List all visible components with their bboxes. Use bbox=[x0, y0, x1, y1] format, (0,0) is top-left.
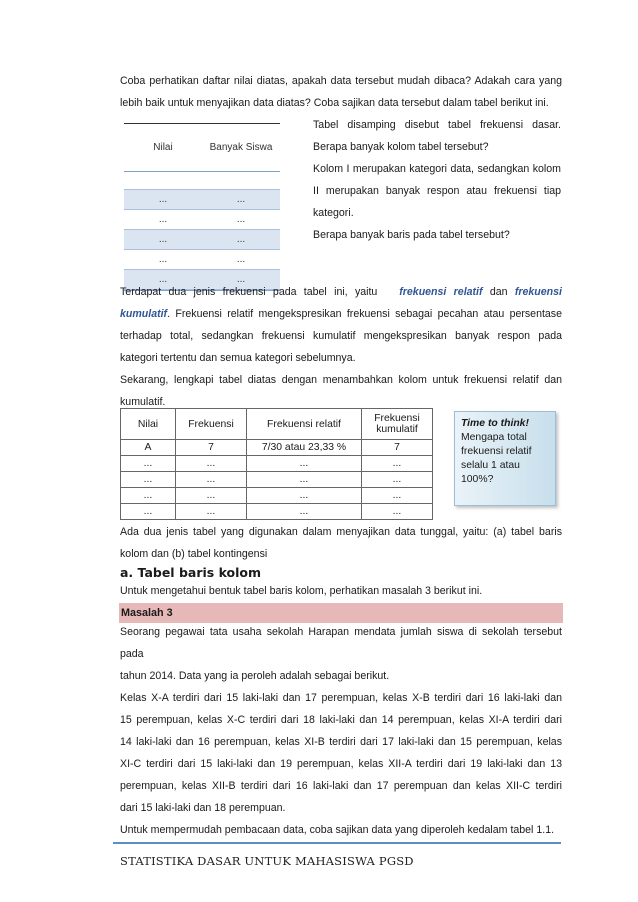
table-cell: ... bbox=[176, 456, 247, 472]
term-frekuensi-relatif: frekuensi relatif bbox=[399, 286, 483, 298]
table-cell: ... bbox=[121, 504, 176, 520]
table-cell: ... bbox=[176, 504, 247, 520]
table-cell: ... bbox=[247, 456, 362, 472]
term-frekuensi: frekuensi bbox=[514, 286, 562, 298]
table-cell: ... bbox=[236, 254, 246, 265]
intro-line-2: lebih baik untuk menyajikan data diatas? Coba sajikan data tersebut dalam tabel berikut ini. bbox=[120, 97, 549, 109]
table-cell: 7/30 atau 23,33 % bbox=[247, 440, 362, 456]
table-cell: ... bbox=[247, 504, 362, 520]
freq-line-4: kategori tertentu dan semua kategori sebelumnya. bbox=[120, 352, 356, 364]
frequency-table-extended bbox=[120, 408, 433, 520]
table-cell: ... bbox=[362, 456, 433, 472]
table-cell: 7 bbox=[362, 440, 433, 456]
masalah-line: 14 laki-laki dan 16 perempuan, kelas XI-B terdiri dari 17 laki-laki dan 15 perempuan, kelas bbox=[120, 736, 562, 748]
intro-paragraph bbox=[120, 70, 562, 114]
table-row bbox=[124, 210, 280, 229]
table-cell: ... bbox=[121, 456, 176, 472]
baris-kolom-intro: Untuk mengetahui bentuk tabel baris kolom, perhatikan masalah 3 berikut ini. bbox=[120, 585, 483, 597]
masalah-line: tahun 2014. Data yang ia peroleh adalah sebagai berikut. bbox=[120, 670, 390, 682]
types-line-1: Ada dua jenis tabel yang digunakan dalam menyajikan data tunggal, yaitu: (a) tabel baris bbox=[120, 526, 562, 538]
table-cell: ... bbox=[247, 488, 362, 504]
freq-line-3: terhadap total, sedangkan frekuensi kumulatif mengekspresikan banyak respon pada bbox=[120, 330, 562, 342]
table-row bbox=[121, 440, 433, 456]
freq-line-1 bbox=[120, 281, 562, 303]
table-cell: ... bbox=[158, 254, 168, 265]
description-line: kategori. bbox=[313, 207, 354, 219]
table-row bbox=[124, 250, 280, 269]
table-cell: ... bbox=[158, 274, 168, 285]
table-row bbox=[121, 472, 433, 488]
table-cell: ... bbox=[247, 472, 362, 488]
table-row bbox=[121, 504, 433, 520]
callout-body: Mengapa total frekuensi relatif selalu 1 atau 100%? bbox=[461, 432, 532, 485]
table-types-paragraph bbox=[120, 521, 562, 565]
term-kumulatif: kumulatif bbox=[120, 308, 168, 320]
freq-line-5: Sekarang, lengkapi tabel diatas dengan menambahkan kolom untuk frekuensi relatif dan bbox=[120, 374, 562, 386]
table-row bbox=[124, 189, 280, 210]
table-cell: ... bbox=[158, 234, 168, 245]
table-cell: ... bbox=[236, 274, 246, 285]
footer-divider bbox=[113, 842, 561, 844]
masalah-paragraph bbox=[120, 621, 562, 841]
time-to-think-callout bbox=[454, 411, 556, 506]
page-footer: STATISTIKA DASAR UNTUK MAHASISWA PGSD bbox=[120, 854, 414, 868]
callout-title: Time to think! bbox=[461, 418, 529, 429]
section-heading: a. Tabel baris kolom bbox=[120, 565, 262, 580]
masalah-label: Masalah 3 bbox=[119, 603, 563, 623]
table-cell: ... bbox=[121, 472, 176, 488]
table-cell: ... bbox=[236, 234, 246, 245]
table-cell: ... bbox=[158, 214, 168, 225]
masalah-line: dari 15 laki-laki dan 18 perempuan. bbox=[120, 802, 286, 814]
description-line: II merupakan banyak respon atau frekuensi tiap bbox=[313, 185, 561, 197]
masalah-line: Seorang pegawai tata usaha sekolah Harapan mendata jumlah siswa di sekolah tersebut pada bbox=[120, 626, 562, 660]
header-nilai: Nilai bbox=[153, 141, 173, 153]
header-frekuensi-relatif: Frekuensi relatif bbox=[247, 409, 362, 440]
header-nilai: Nilai bbox=[121, 409, 176, 440]
table-cell: ... bbox=[236, 214, 246, 225]
text: . Frekuensi relatif mengekspresikan frekuensi sebagai pecahan atau persentase bbox=[167, 308, 562, 320]
masalah-line: Untuk mempermudah pembacaan data, coba sajikan data yang diperoleh kedalam tabel 1.1. bbox=[120, 824, 555, 836]
header-frekuensi-kumulatif: Frekuensi kumulatif bbox=[362, 409, 433, 440]
masalah-line: 15 perempuan, kelas X-C terdiri dari 18 laki-laki dan 14 perempuan, kelas XI-A terdiri dari bbox=[120, 714, 562, 726]
intro-line-1: Coba perhatikan daftar nilai diatas, apakah data tersebut mudah dibaca? Adakah cara yang bbox=[120, 75, 562, 87]
table-cell: ... bbox=[362, 472, 433, 488]
table-row bbox=[121, 488, 433, 504]
masalah-line: XI-C terdiri dari 15 laki-laki dan 19 perempuan, kelas XII-A terdiri dari 19 laki-laki dan 13 bbox=[120, 758, 562, 770]
freq-line-6: kumulatif. bbox=[120, 396, 166, 408]
masalah-line: Kelas X-A terdiri dari 15 laki-laki dan 17 perempuan, kelas X-B terdiri dari 16 laki-laki dan bbox=[120, 692, 562, 704]
table-cell: ... bbox=[176, 488, 247, 504]
table-header-row bbox=[124, 123, 280, 172]
table-header-row bbox=[121, 409, 433, 440]
header-banyak-siswa: Banyak Siswa bbox=[209, 141, 273, 153]
table-cell: ... bbox=[121, 488, 176, 504]
table-cell: A bbox=[121, 440, 176, 456]
masalah-line: perempuan, kelas XII-B terdiri dari 16 laki-laki dan 17 perempuan dan kelas XII-C terdiri bbox=[120, 780, 562, 792]
frequency-table-basic bbox=[124, 123, 280, 291]
frequency-types-paragraph bbox=[120, 281, 562, 413]
description-line: Kolom I merupakan kategori data, sedangkan kolom bbox=[313, 163, 561, 175]
table-cell: ... bbox=[176, 472, 247, 488]
table-description bbox=[313, 114, 561, 246]
types-line-2: kolom dan (b) tabel kontingensi bbox=[120, 548, 268, 560]
table-cell: ... bbox=[362, 488, 433, 504]
table-cell: 7 bbox=[176, 440, 247, 456]
description-line: Berapa banyak kolom tabel tersebut? bbox=[313, 141, 489, 153]
description-line: Tabel disamping disebut tabel frekuensi dasar. bbox=[313, 119, 561, 131]
table-row bbox=[124, 229, 280, 250]
description-line: Berapa banyak baris pada tabel tersebut? bbox=[313, 229, 510, 241]
table-row bbox=[121, 456, 433, 472]
text: Terdapat dua jenis frekuensi pada tabel ini, yaitu bbox=[120, 286, 378, 298]
table-cell: ... bbox=[158, 194, 168, 205]
table-cell: ... bbox=[362, 504, 433, 520]
table-cell: ... bbox=[236, 194, 246, 205]
freq-line-2 bbox=[120, 303, 562, 325]
header-frekuensi: Frekuensi bbox=[176, 409, 247, 440]
text: dan bbox=[489, 286, 508, 298]
